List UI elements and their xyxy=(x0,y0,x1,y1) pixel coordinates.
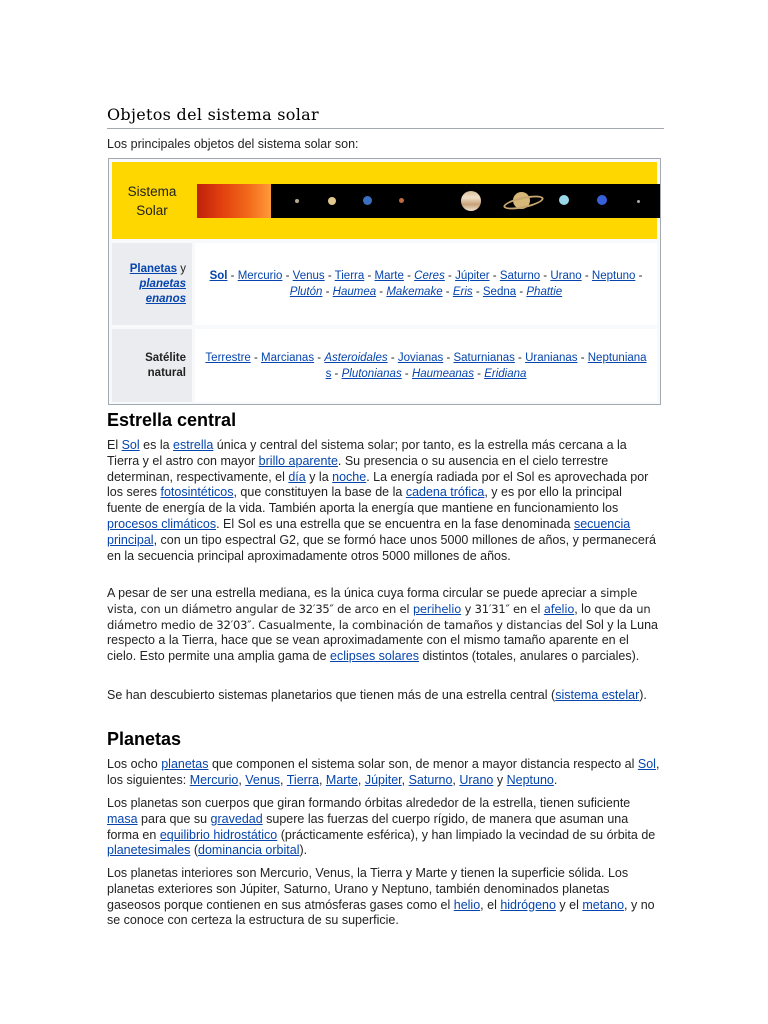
link-gravedad[interactable]: gravedad xyxy=(210,811,263,826)
link-tierra[interactable]: Tierra xyxy=(334,270,365,282)
link-terrestre[interactable]: Terrestre xyxy=(205,351,251,364)
navbox-title[interactable] xyxy=(112,162,192,239)
link-planetas[interactable]: planetas xyxy=(161,757,209,771)
text: distintos (totales, anulares o parciales). xyxy=(418,649,640,664)
text: que da un diámetro medio de 32′03″. Casualmente, la combinación de tamaños y distancias xyxy=(107,601,651,632)
text: y el xyxy=(555,897,583,912)
planetas-enanos-link-1[interactable]: planetas xyxy=(139,277,186,290)
sep: - xyxy=(581,270,592,282)
solar-system-navbox xyxy=(108,158,661,405)
sep: - xyxy=(322,286,333,298)
link-plutonianas[interactable]: Plutonianas xyxy=(341,367,402,380)
planets-label xyxy=(112,243,192,325)
link-mercurio[interactable]: Mercurio xyxy=(237,270,283,282)
sep: - xyxy=(514,351,526,364)
link-jovianas[interactable]: Jovianas xyxy=(397,351,444,364)
sep: - xyxy=(489,270,500,282)
intro-text: Los principales objetos del sistema solar son: xyxy=(107,137,359,151)
text: , y es por ello la principal fuente de energía de la vida. También aporta la energía que mantiene en funcionamiento los xyxy=(107,485,622,516)
link-urano[interactable]: Urano xyxy=(459,772,494,787)
sep: - xyxy=(540,270,551,282)
sep: - xyxy=(314,351,325,364)
link-sol[interactable]: Sol xyxy=(637,757,656,771)
link-marcianas[interactable]: Marcianas xyxy=(261,351,315,364)
link-ceres[interactable]: Ceres xyxy=(414,270,445,282)
text: que componen el sistema solar son, de menor a mayor distancia respecto al xyxy=(208,757,638,771)
text: , que constituyen la base de la xyxy=(233,485,406,500)
link-sol[interactable]: Sol xyxy=(121,438,140,452)
sep: - xyxy=(250,351,262,364)
text: , xyxy=(280,772,287,787)
text: ). xyxy=(299,843,308,858)
sep: - xyxy=(401,367,412,380)
link-venus[interactable]: Venus xyxy=(245,772,281,787)
satellites-label-line1: Satélite xyxy=(145,351,186,364)
earth-image xyxy=(363,196,372,205)
link-dominancia-orbital[interactable]: dominancia orbital xyxy=(198,843,300,858)
text: El xyxy=(107,438,122,452)
paragraph-planetas-3 xyxy=(107,866,660,929)
text: ). xyxy=(639,688,647,702)
link-mercurio[interactable]: Mercurio xyxy=(189,772,239,787)
text: A pesar de ser una estrella mediana, es la única cuya forma circular se puede apreciar a xyxy=(107,586,601,600)
text: Los ocho xyxy=(107,757,162,771)
link-afelio[interactable]: afelio xyxy=(543,601,575,616)
text: para que su xyxy=(137,811,211,826)
heading-planetas: Planetas xyxy=(107,729,182,749)
link-dia[interactable]: día xyxy=(288,469,306,484)
link-neptuno[interactable]: Neptuno xyxy=(591,270,636,282)
text: . El Sol es una estrella que se encuentra en la fase denominada xyxy=(216,516,574,531)
text: , xyxy=(452,772,460,787)
navbox-title-line1: Sistema xyxy=(127,183,177,199)
text: única y central del sistema solar; por tanto, es la estrella más cercana a la Tierra y el astro con mayor xyxy=(107,438,627,468)
text: del Sol y la Luna respecto a la Tierra, hace que se vean aproximadamente con el mismo tamaño aparente en el cielo. Esto permite una amplia gama de xyxy=(107,617,658,664)
link-sistema-estelar[interactable]: sistema estelar xyxy=(555,688,640,702)
link-asteroidales[interactable]: Asteroidales xyxy=(324,351,388,364)
link-helio[interactable]: helio xyxy=(453,897,481,912)
paragraph-planetas-1 xyxy=(107,757,660,789)
sep: - xyxy=(227,270,238,282)
link-sol[interactable]: Sol xyxy=(209,270,228,282)
uranus-image xyxy=(559,195,569,205)
navbox-title-line2: Solar xyxy=(136,202,168,218)
mars-image xyxy=(399,198,404,203)
link-procesos-climaticos[interactable]: procesos climáticos xyxy=(107,516,217,531)
satellites-label xyxy=(112,329,192,402)
sep: - xyxy=(516,286,527,298)
paragraph-estrella-2 xyxy=(107,586,660,665)
sep: - xyxy=(443,351,454,364)
planets-list xyxy=(195,243,657,325)
planetas-link[interactable]: Planetas xyxy=(129,262,178,275)
link-neptunianas[interactable]: Neptuniana xyxy=(587,351,647,364)
solar-system-image[interactable] xyxy=(197,184,660,218)
sep: - xyxy=(473,367,485,380)
text: ( xyxy=(190,843,199,858)
paragraph-estrella-1 xyxy=(107,438,660,564)
text: . Su presencia o su ausencia en el cielo terrestre determinan, respectivamente, el xyxy=(107,453,609,484)
sep: - xyxy=(444,270,456,282)
link-haumea[interactable]: Haumea xyxy=(332,286,377,298)
sep: - xyxy=(387,351,398,364)
link-marte[interactable]: Marte xyxy=(325,772,358,787)
text: Se han descubierto sistemas planetarios que tienen más de una estrella central ( xyxy=(107,688,556,702)
link-secuencia-principal[interactable]: secuencia principal xyxy=(107,516,631,547)
sep: - xyxy=(324,270,335,282)
sep: - xyxy=(442,286,453,298)
link-planetesimales[interactable]: planetesimales xyxy=(107,843,191,858)
link-pluton[interactable]: Plutón xyxy=(289,286,323,298)
paragraph-planetas-2 xyxy=(107,796,660,859)
link-sedna[interactable]: Sedna xyxy=(482,286,517,298)
sep: - xyxy=(376,286,387,298)
sep: - xyxy=(403,270,415,282)
text: , con un tipo espectral G2, que se formó hace unos 5000 millones de años, y permanecerá en la secuencia principal aproximadamente otros 5000 millones de años. xyxy=(107,532,656,563)
link-saturno[interactable]: Saturno xyxy=(408,772,453,787)
text: , y no se conoce con certeza la estructura de su superficie. xyxy=(107,897,655,928)
link-phattie[interactable]: Phattie xyxy=(526,286,563,298)
text: , lo xyxy=(574,601,595,616)
link-marte[interactable]: Marte xyxy=(374,270,404,282)
text: , xyxy=(318,772,326,787)
jupiter-image xyxy=(461,191,481,211)
navbox-row-satellites xyxy=(112,329,657,402)
planetas-enanos-link-2[interactable]: enanos xyxy=(145,292,186,305)
link-eris[interactable]: Eris xyxy=(452,286,473,298)
link-uranianas[interactable]: Uranianas xyxy=(525,351,578,364)
heading-estrella-central: Estrella central xyxy=(107,410,237,430)
pluto-image xyxy=(637,200,640,203)
link-urano[interactable]: Urano xyxy=(550,270,582,282)
mercury-image xyxy=(295,199,299,203)
text: , xyxy=(238,772,246,787)
text: y la xyxy=(305,469,333,484)
satellites-list xyxy=(195,329,657,402)
link-tierra[interactable]: Tierra xyxy=(286,772,319,787)
text: Los planetas son cuerpos que giran formando órbitas alrededor de la estrella, tienen suficiente xyxy=(107,796,631,810)
section-title: Objetos del sistema solar xyxy=(107,105,664,129)
neptune-image xyxy=(597,195,607,205)
link-masa[interactable]: masa xyxy=(107,811,138,826)
link-jupiter[interactable]: Júpiter xyxy=(364,772,402,787)
text: . xyxy=(553,772,558,787)
text: y 31′31″ en el xyxy=(461,601,544,616)
text: simple vista, con un diámetro angular de 32′35″ de arco en el xyxy=(107,586,638,616)
link-brillo-aparente[interactable]: brillo aparente xyxy=(258,453,338,468)
text: (prácticamente esférica), y han limpiado la vecindad de su órbita de xyxy=(277,827,656,842)
label-and: y xyxy=(177,262,186,275)
link-fotosinteticos[interactable]: fotosintéticos xyxy=(160,485,234,500)
text: , xyxy=(401,772,409,787)
link-estrella[interactable]: estrella xyxy=(173,438,214,452)
text: , xyxy=(357,772,365,787)
link-neptuno[interactable]: Neptuno xyxy=(506,772,554,787)
link-haumeanas[interactable]: Haumeanas xyxy=(411,367,474,380)
link-eclipses-solares[interactable]: eclipses solares xyxy=(330,649,419,664)
sep: - xyxy=(282,270,293,282)
venus-image xyxy=(328,197,336,205)
navbox-header xyxy=(112,162,657,239)
link-metano[interactable]: metano xyxy=(582,897,625,912)
text: Los planetas interiores son Mercurio, Venus, la Tierra y Marte y tienen la superficie sólida. Los planetas exteriores son Júpiter, Saturno, Urano y Neptuno, también denominados planetas gaseosos porque contienen en sus atmósferas gases como el xyxy=(107,866,629,912)
link-neptunianas-cont[interactable]: s xyxy=(325,367,332,380)
link-cadena-trofica[interactable]: cadena trófica xyxy=(405,485,485,500)
text: y xyxy=(493,772,507,787)
link-eridiana[interactable]: Eridiana xyxy=(484,367,527,380)
sep: - xyxy=(472,286,483,298)
navbox-row-planets xyxy=(112,243,657,325)
text: , el xyxy=(480,897,501,912)
sep: - xyxy=(331,367,342,380)
paragraph-estrella-3 xyxy=(107,688,660,704)
sep: - xyxy=(577,351,588,364)
satellites-label-line2: natural xyxy=(147,366,186,379)
link-jupiter[interactable]: Júpiter xyxy=(455,270,490,282)
link-perihelio[interactable]: perihelio xyxy=(412,601,462,616)
link-venus[interactable]: Venus xyxy=(292,270,325,282)
saturn-ring xyxy=(502,193,544,212)
link-saturno[interactable]: Saturno xyxy=(499,270,541,282)
text: supere las fuerzas del cuerpo rígido, de manera que asuman una forma en xyxy=(107,811,629,842)
link-makemake[interactable]: Makemake xyxy=(386,286,443,298)
sep: - xyxy=(635,270,643,282)
link-hidrogeno[interactable]: hidrógeno xyxy=(500,897,556,912)
sun-image xyxy=(197,184,271,218)
text: , los siguientes: xyxy=(107,757,660,787)
text: es la xyxy=(139,438,174,452)
link-saturnianas[interactable]: Saturnianas xyxy=(453,351,515,364)
text: . La energía radiada por el Sol es aprovechada por los seres xyxy=(107,469,649,500)
link-equilibrio-hidrostatico[interactable]: equilibrio hidrostático xyxy=(159,827,278,842)
sep: - xyxy=(364,270,375,282)
link-noche[interactable]: noche xyxy=(332,469,367,484)
